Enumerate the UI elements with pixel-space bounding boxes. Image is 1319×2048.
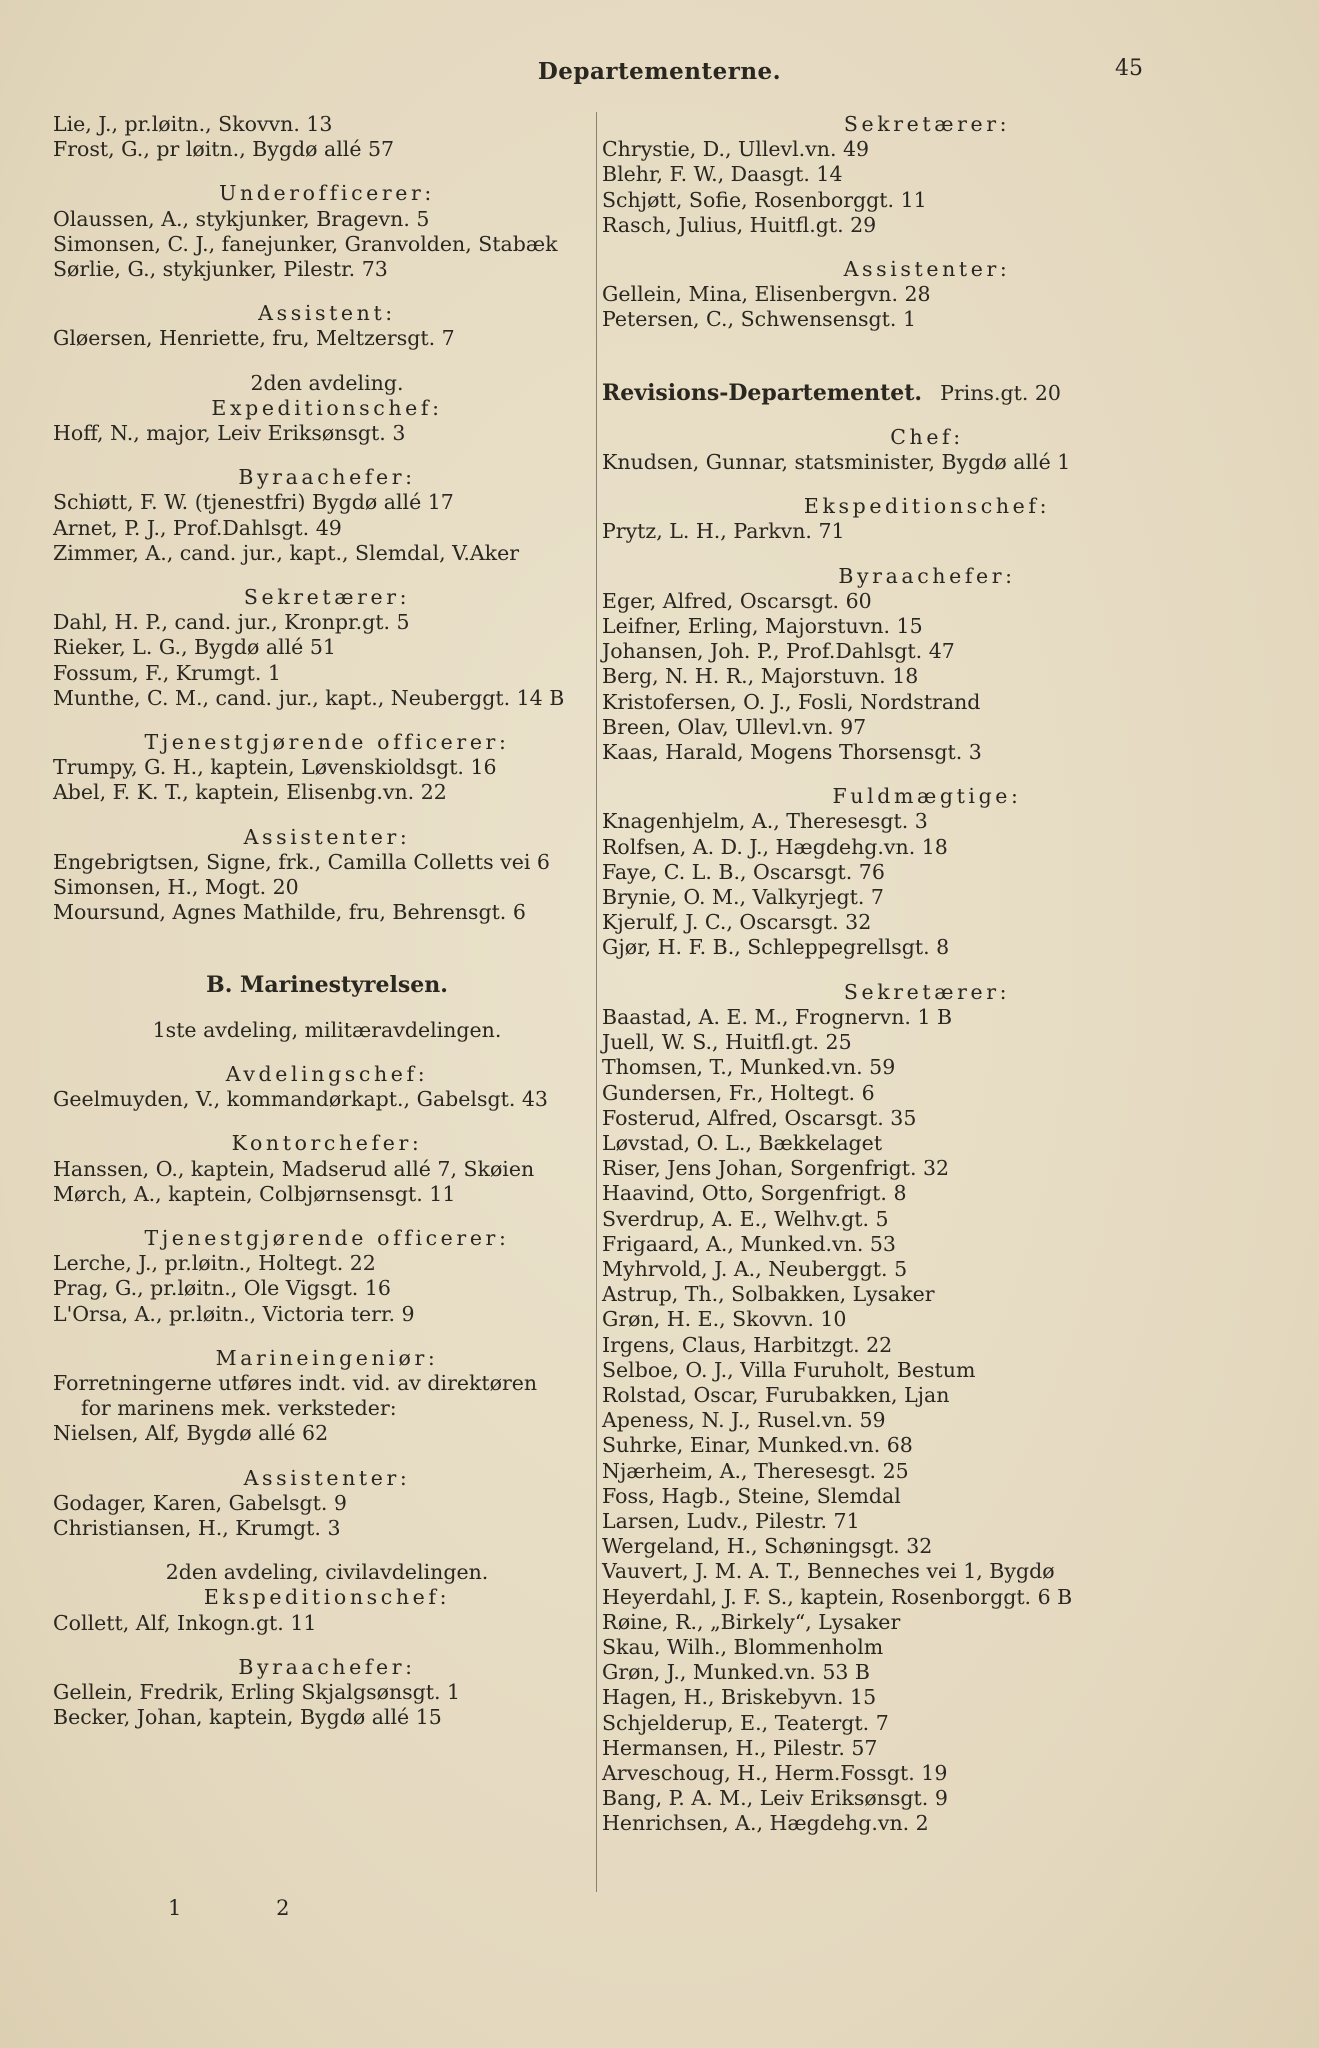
section-heading: Marineingeniør:: [215, 1345, 439, 1370]
directory-entry: Godager, Karen, Gabelsgt. 9: [53, 1490, 347, 1515]
section-heading: Avdelingschef:: [225, 1061, 429, 1086]
directory-entry: Zimmer, A., cand. jur., kapt., Slemdal, V.Aker: [53, 540, 520, 565]
spacer: [53, 711, 601, 730]
directory-entry: Prytz, L. H., Parkvn. 71: [602, 519, 845, 544]
spacer: [53, 1043, 601, 1062]
directory-entry: Røine, R., „Birkely“, Lysaker: [602, 1609, 901, 1634]
spacer: [53, 566, 601, 585]
spacer: [602, 238, 1252, 257]
spacer: [53, 925, 601, 973]
directory-entry: Wergeland, H., Schøningsgt. 32: [602, 1534, 933, 1559]
spacer: [53, 446, 601, 465]
directory-entry: Leifner, Erling, Majorstuvn. 15: [602, 614, 923, 639]
subdivision-title: 2den avdeling, civilavdelingen.: [165, 1560, 489, 1585]
directory-entry: Gellein, Mina, Elisenbergvn. 28: [602, 282, 931, 307]
directory-entry: Engebrigtsen, Signe, frk., Camilla Colletts vei 6: [53, 849, 550, 874]
directory-entry: Brynie, O. M., Valkyrjegt. 7: [602, 885, 884, 910]
directory-entry: Abel, F. K. T., kaptein, Elisenbg.vn. 22: [53, 780, 447, 805]
directory-entry: Knagenhjelm, A., Theresesgt. 3: [602, 809, 928, 834]
spacer: [602, 475, 1252, 494]
section-heading: Sekretærer:: [243, 585, 411, 610]
directory-entry: Forretningerne utføres indt. vid. av direktøren: [53, 1370, 538, 1395]
directory-entry: Schjøtt, Sofie, Rosenborggt. 11: [602, 187, 927, 212]
section-heading: Byraachefer:: [238, 1654, 416, 1679]
directory-entry: Simonsen, H., Mogt. 20: [53, 875, 299, 900]
directory-entry: Foss, Hagb., Steine, Slemdal: [602, 1483, 901, 1508]
section-heading: Underofficerer:: [219, 181, 435, 206]
directory-entry: Blehr, F. W., Daasgt. 14: [602, 162, 843, 187]
spacer: [53, 1112, 601, 1131]
directory-entry: Løvstad, O. L., Bækkelaget: [602, 1130, 883, 1155]
sheet-mark: 1: [168, 1896, 182, 1920]
directory-entry: Frigaard, A., Munked.vn. 53: [602, 1231, 896, 1256]
section-heading: Ekspeditionschef:: [803, 494, 1051, 519]
directory-entry: Kjerulf, J. C., Oscarsgt. 32: [602, 910, 872, 935]
section-heading: Assistenter:: [843, 257, 1011, 282]
directory-entry: Fossum, F., Krumgt. 1: [53, 660, 281, 685]
spacer: [602, 961, 1252, 980]
directory-entry: Hagen, H., Briskebyvn. 15: [602, 1685, 877, 1710]
directory-entry: Thomsen, T., Munked.vn. 59: [602, 1055, 896, 1080]
directory-entry: Schiøtt, F. W. (tjenestfri) Bygdø allé 17: [53, 490, 454, 515]
directory-entry: Simonsen, C. J., fanejunker, Granvolden, Stabæk: [53, 231, 558, 256]
directory-entry: Rasch, Julius, Huitfl.gt. 29: [602, 212, 877, 237]
directory-entry: Dahl, H. P., cand. jur., Kronpr.gt. 5: [53, 610, 410, 635]
directory-entry: Rolstad, Oscar, Furubakken, Ljan: [602, 1382, 950, 1407]
section-heading: Assistent:: [258, 301, 396, 326]
directory-entry: Prag, G., pr.løitn., Ole Vigsgt. 16: [53, 1276, 391, 1301]
directory-entry: Breen, Olav, Ullevl.vn. 97: [602, 714, 867, 739]
department-address: Prins.gt. 20: [940, 380, 1061, 405]
directory-entry: Juell, W. S., Huitfl.gt. 25: [602, 1030, 852, 1055]
directory-entry: Geelmuyden, V., kommandørkapt., Gabelsgt. 43: [53, 1087, 548, 1112]
directory-entry: Kaas, Harald, Mogens Thorsensgt. 3: [602, 740, 982, 765]
directory-entry: Berg, N. H. R., Majorstuvn. 18: [602, 664, 919, 689]
section-heading: Byraachefer:: [838, 563, 1016, 588]
directory-entry: Gellein, Fredrik, Erling Skjalgsønsgt. 1: [53, 1679, 461, 1704]
directory-entry: Arnet, P. J., Prof.Dahlsgt. 49: [53, 515, 342, 540]
spacer: [53, 806, 601, 825]
department-title: [602, 381, 1252, 406]
directory-entry: Sørlie, G., stykjunker, Pilestr. 73: [53, 257, 388, 282]
directory-entry: Riser, Jens Johan, Sorgenfrigt. 32: [602, 1156, 950, 1181]
directory-entry: Henrichsen, A., Hægdehg.vn. 2: [602, 1811, 929, 1836]
directory-entry: Chrystie, D., Ullevl.vn. 49: [602, 137, 870, 162]
section-heading: Expeditionschef:: [211, 395, 443, 420]
directory-entry: Moursund, Agnes Mathilde, fru, Behrensgt. 6: [53, 900, 526, 925]
directory-entry: Selboe, O. J., Villa Furuholt, Bestum: [602, 1357, 976, 1382]
section-heading: Byraachefer:: [238, 465, 416, 490]
directory-entry: Collett, Alf, Inkogn.gt. 11: [53, 1610, 317, 1635]
directory-entry: Njærheim, A., Theresesgt. 25: [602, 1458, 909, 1483]
directory-entry: Larsen, Ludv., Pilestr. 71: [602, 1508, 860, 1533]
spacer: [602, 765, 1252, 784]
directory-entry: Eger, Alfred, Oscarsgt. 60: [602, 588, 872, 613]
directory-entry: Petersen, C., Schwensensgt. 1: [602, 307, 916, 332]
spacer: [53, 352, 601, 371]
spacer: [53, 1636, 601, 1655]
directory-entry: Sverdrup, A. E., Welhv.gt. 5: [602, 1206, 889, 1231]
section-heading: Kontorchefer:: [231, 1131, 423, 1156]
section-heading: Tjenestgjørende officerer:: [144, 730, 510, 755]
section-heading: Sekretærer:: [843, 979, 1011, 1004]
directory-entry: Mørch, A., kaptein, Colbjørnsensgt. 11: [53, 1181, 456, 1206]
spacer: [602, 406, 1252, 425]
directory-entry: Heyerdahl, J. F. S., kaptein, Rosenborggt. 6 B: [602, 1584, 1073, 1609]
directory-entry: Grøn, H. E., Skovvn. 10: [602, 1307, 847, 1332]
directory-entry: Nielsen, Alf, Bygdø allé 62: [53, 1421, 329, 1446]
spacer: [53, 1207, 601, 1226]
section-heading: Assistenter:: [243, 824, 411, 849]
directory-entry: Arveschoug, H., Herm.Fossgt. 19: [602, 1760, 948, 1785]
directory-entry: Frost, G., pr løitn., Bygdø allé 57: [53, 137, 395, 162]
directory-entry: Bang, P. A. M., Leiv Eriksønsgt. 9: [602, 1786, 948, 1811]
section-heading: Tjenestgjørende officerer:: [144, 1225, 510, 1250]
running-head: Departementerne.: [537, 58, 782, 85]
directory-entry: Baastad, A. E. M., Frognervn. 1 B: [602, 1004, 953, 1029]
directory-entry: Faye, C. L. B., Oscarsgt. 76: [602, 859, 885, 884]
directory-entry: Becker, Johan, kaptein, Bygdø allé 15: [53, 1705, 442, 1730]
directory-entry: Suhrke, Einar, Munked.vn. 68: [602, 1433, 913, 1458]
spacer: [602, 545, 1252, 564]
directory-entry: Gundersen, Fr., Holtegt. 6: [602, 1080, 875, 1105]
directory-entry: Grøn, J., Munked.vn. 53 B: [602, 1660, 871, 1685]
directory-entry: Apeness, N. J., Rusel.vn. 59: [602, 1408, 886, 1433]
directory-entry: Johansen, Joh. P., Prof.Dahlsgt. 47: [602, 639, 955, 664]
directory-entry: Irgens, Claus, Harbitzgt. 22: [602, 1332, 893, 1357]
directory-entry: Skau, Wilh., Blommenholm: [602, 1634, 884, 1659]
spacer: [53, 999, 601, 1018]
directory-entry: Fosterud, Alfred, Oscarsgt. 35: [602, 1105, 917, 1130]
page-number: 45: [1115, 56, 1143, 81]
left-column: [53, 112, 601, 1730]
directory-entry: L'Orsa, A., pr.løitn., Victoria terr. 9: [53, 1301, 415, 1326]
subdivision-title: 1ste avdeling, militæravdelingen.: [152, 1017, 502, 1042]
directory-entry: Astrup, Th., Solbakken, Lysaker: [602, 1282, 935, 1307]
directory-entry: Lerche, J., pr.løitn., Holtegt. 22: [53, 1251, 376, 1276]
department-title: B. Marinestyrelsen.: [206, 972, 448, 999]
sheet-mark: 2: [276, 1896, 290, 1920]
directory-entry: Gjør, H. F. B., Schleppegrellsgt. 8: [602, 935, 950, 960]
right-column: [602, 112, 1252, 1837]
spacer: [53, 1327, 601, 1346]
subdivision-title: 2den avdeling.: [250, 370, 404, 395]
directory-entry: Hermansen, H., Pilestr. 57: [602, 1735, 878, 1760]
spacer: [53, 162, 601, 181]
directory-entry: Haavind, Otto, Sorgenfrigt. 8: [602, 1181, 907, 1206]
directory-entry: Olaussen, A., stykjunker, Bragevn. 5: [53, 206, 430, 231]
directory-entry: Knudsen, Gunnar, statsminister, Bygdø allé 1: [602, 450, 1071, 475]
directory-entry: Kristofersen, O. J., Fosli, Nordstrand: [602, 689, 981, 714]
directory-entry: Rolfsen, A. D. J., Hægdehg.vn. 18: [602, 834, 948, 859]
directory-entry: Hoff, N., major, Leiv Eriksønsgt. 3: [53, 421, 406, 446]
directory-entry: Schjelderup, E., Teatergt. 7: [602, 1710, 889, 1735]
directory-entry: Lie, J., pr.løitn., Skovvn. 13: [53, 112, 333, 136]
section-heading: Sekretærer:: [843, 112, 1011, 136]
section-heading: Chef:: [890, 424, 964, 449]
directory-entry: Vauvert, J. M. A. T., Benneches vei 1, Bygdø: [602, 1559, 1055, 1584]
section-heading: Ekspeditionschef:: [203, 1585, 451, 1610]
spacer: [53, 1447, 601, 1466]
spacer: [602, 333, 1252, 381]
spacer: [53, 282, 601, 301]
sheet-marks: [168, 1896, 377, 1920]
section-heading: Fuldmægtige:: [832, 784, 1022, 809]
spacer: [53, 1541, 601, 1560]
section-heading: Assistenter:: [243, 1465, 411, 1490]
directory-entry: Trumpy, G. H., kaptein, Løvenskioldsgt. 16: [53, 755, 497, 780]
directory-entry: Rieker, L. G., Bygdø allé 51: [53, 635, 336, 660]
directory-entry: Gløersen, Henriette, fru, Meltzersgt. 7: [53, 326, 455, 351]
directory-entry: Myhrvold, J. A., Neuberggt. 5: [602, 1256, 908, 1281]
directory-entry: Munthe, C. M., cand. jur., kapt., Neuberggt. 14 B: [53, 685, 565, 710]
entry-continuation: for marinens mek. verksteder:: [81, 1396, 397, 1421]
department-name: Revisions-Departementet.: [602, 379, 923, 406]
directory-entry: Hanssen, O., kaptein, Madserud allé 7, Skøien: [53, 1156, 535, 1181]
directory-entry: Christiansen, H., Krumgt. 3: [53, 1515, 341, 1540]
